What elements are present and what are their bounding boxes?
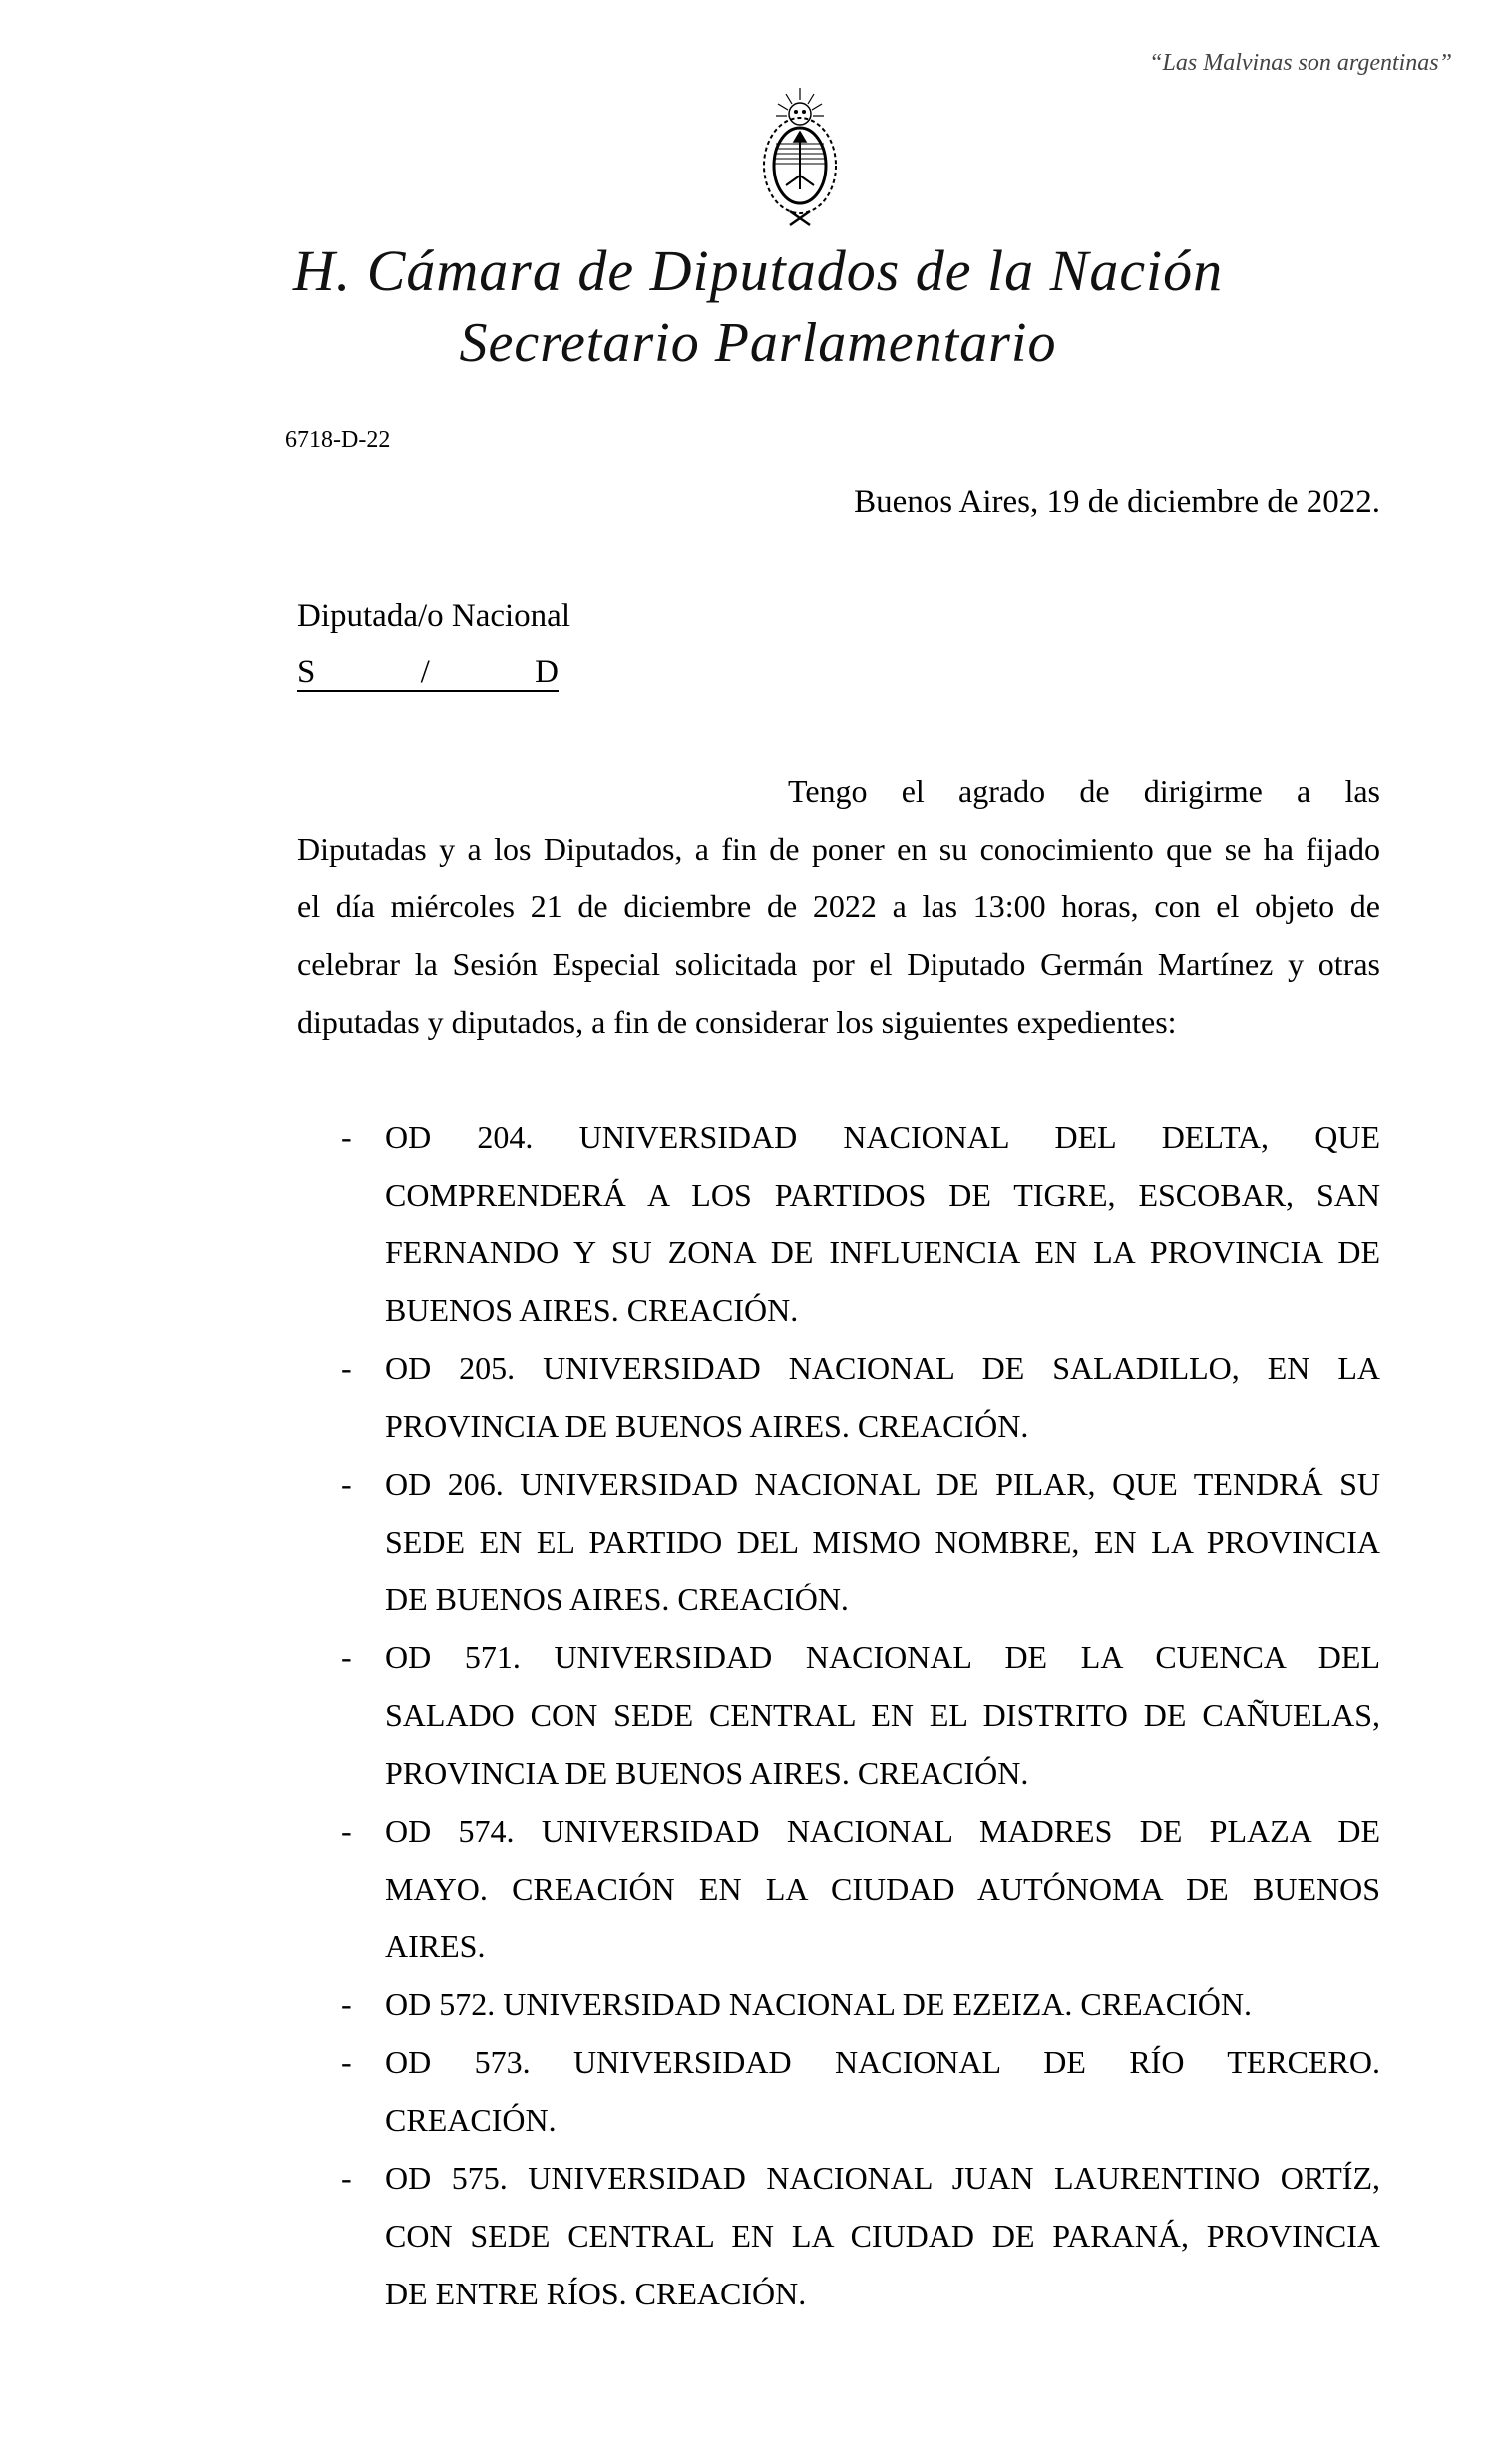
list-item-line: FERNANDO Y SU ZONA DE INFLUENCIA EN LA PROVINCIA DE [385, 1234, 1380, 1270]
sd-slash: / [420, 654, 430, 690]
list-item-line: OD 573. UNIVERSIDAD NACIONAL DE RÍO TERCERO. [385, 2044, 1380, 2080]
motto: “Las Malvinas son argentinas” [1149, 50, 1452, 76]
bullet-dash: - [341, 2044, 352, 2080]
bullet-dash: - [341, 1350, 352, 1386]
list-item [297, 1628, 1380, 1802]
list-item-line: AIRES. [385, 1929, 486, 1964]
list-item-line: BUENOS AIRES. CREACIÓN. [385, 1292, 799, 1328]
list-item-line: MAYO. CREACIÓN EN LA CIUDAD AUTÓNOMA DE BUENOS [385, 1871, 1380, 1907]
bullet-dash: - [341, 1119, 352, 1155]
recipient: Diputada/o Nacional [297, 598, 570, 634]
list-item [297, 1108, 1380, 1339]
paragraph-line: diputadas y diputados, a fin de considerar los siguientes expedientes: [297, 1004, 1177, 1040]
sd-s: S [297, 654, 316, 690]
bullet-dash: - [341, 1813, 352, 1849]
body-paragraph [297, 762, 1380, 1051]
list-item-line: OD 206. UNIVERSIDAD NACIONAL DE PILAR, QUE TENDRÁ SU [385, 1466, 1380, 1502]
su-despacho [297, 654, 559, 692]
expedientes-list [297, 1108, 1380, 2322]
expediente-number: 6718-D-22 [285, 427, 391, 453]
bullet-dash: - [341, 2160, 352, 2196]
list-item-line: OD 571. UNIVERSIDAD NACIONAL DE LA CUENCA DEL [385, 1639, 1380, 1675]
list-item-line: DE BUENOS AIRES. CREACIÓN. [385, 1582, 849, 1617]
list-item [297, 1339, 1380, 1455]
list-item-line: COMPRENDERÁ A LOS PARTIDOS DE TIGRE, ESCOBAR, SAN [385, 1177, 1380, 1213]
office-title: Secretario Parlamentario [459, 312, 1057, 374]
paragraph-line: celebrar la Sesión Especial solicitada por el Diputado Germán Martínez y otras [297, 946, 1380, 982]
list-item-line: OD 574. UNIVERSIDAD NACIONAL MADRES DE PLAZA DE [385, 1813, 1380, 1849]
list-item-line: OD 204. UNIVERSIDAD NACIONAL DEL DELTA, QUE [385, 1119, 1380, 1155]
list-item-line: PROVINCIA DE BUENOS AIRES. CREACIÓN. [385, 1755, 1029, 1791]
bullet-dash: - [341, 1986, 352, 2022]
paragraph-line: el día miércoles 21 de diciembre de 2022 a las 13:00 horas, con el objeto de [297, 888, 1380, 924]
list-item [297, 2149, 1380, 2322]
sd-d: D [535, 654, 559, 690]
list-item-line: OD 572. UNIVERSIDAD NACIONAL DE EZEIZA. CREACIÓN. [385, 1986, 1252, 2022]
list-item [297, 1455, 1380, 1628]
institution-title: H. Cámara de Diputados de la Nación [292, 238, 1224, 303]
coat-of-arms-icon [756, 86, 844, 229]
list-item [297, 2033, 1380, 2149]
list-item-line: PROVINCIA DE BUENOS AIRES. CREACIÓN. [385, 1408, 1029, 1444]
list-item-line: CON SEDE CENTRAL EN LA CIUDAD DE PARANÁ, PROVINCIA [385, 2218, 1380, 2254]
list-item [297, 1975, 1380, 2033]
list-item-line: OD 575. UNIVERSIDAD NACIONAL JUAN LAURENTINO ORTÍZ, [385, 2160, 1380, 2196]
bullet-dash: - [341, 1466, 352, 1502]
list-item-line: DE ENTRE RÍOS. CREACIÓN. [385, 2276, 807, 2311]
date-line: Buenos Aires, 19 de diciembre de 2022. [854, 484, 1380, 520]
bullet-dash: - [341, 1639, 352, 1675]
list-item-line: SALADO CON SEDE CENTRAL EN EL DISTRITO DE CAÑUELAS, [385, 1697, 1380, 1733]
list-item-line: OD 205. UNIVERSIDAD NACIONAL DE SALADILLO, EN LA [385, 1350, 1380, 1386]
paragraph-line: Diputadas y a los Diputados, a fin de poner en su conocimiento que se ha fijado [297, 831, 1380, 867]
list-item [297, 1802, 1380, 1975]
paragraph-line: Tengo el agrado de dirigirme a las [788, 773, 1380, 809]
list-item-line: CREACIÓN. [385, 2102, 557, 2138]
list-item-line: SEDE EN EL PARTIDO DEL MISMO NOMBRE, EN LA PROVINCIA [385, 1524, 1380, 1560]
